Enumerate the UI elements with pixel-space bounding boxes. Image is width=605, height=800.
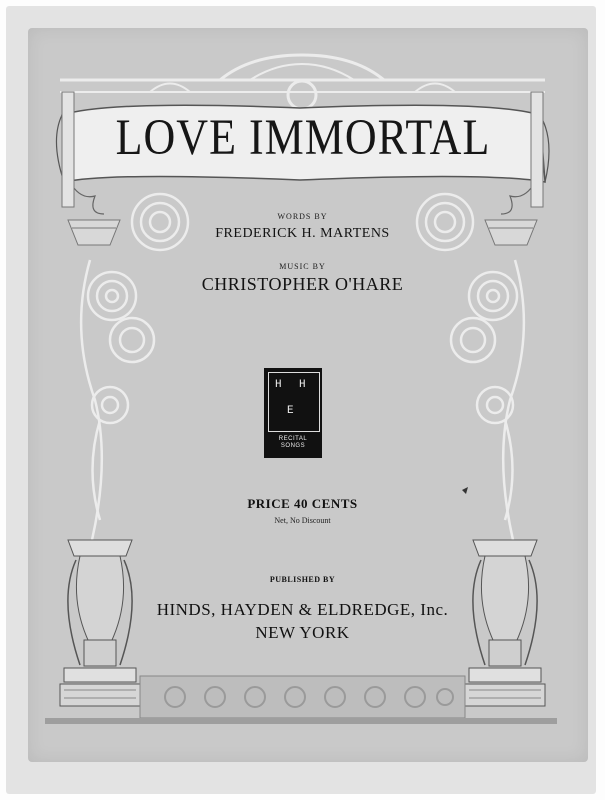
logo-caption: [268, 436, 318, 450]
logo-letter: H: [299, 379, 306, 391]
publisher-city: NEW YORK: [255, 623, 350, 642]
logo-monogram: [268, 372, 320, 432]
logo-letter: E: [287, 405, 294, 417]
logo-caption-line2: SONGS: [280, 443, 306, 449]
words-by-label: WORDS BY: [277, 212, 328, 221]
price-note: Net, No Discount: [274, 516, 331, 525]
music-by-label: MUSIC BY: [279, 262, 326, 271]
left-swirl-ornament: [81, 194, 188, 540]
logo-caption-line1: RECITAL: [278, 436, 308, 442]
right-swirl-ornament: [417, 194, 524, 540]
gothic-arch-ornament: [60, 55, 545, 109]
lyricist-name: FREDERICK H. MARTENS: [215, 226, 390, 241]
composer-name: CHRISTOPHER O'HARE: [201, 274, 404, 294]
published-by-label: PUBLISHED BY: [269, 575, 336, 584]
recital-songs-logo: [264, 368, 322, 458]
publisher-name: HINDS, HAYDEN & ELDREDGE, Inc.: [156, 600, 449, 619]
margin-mark: [462, 487, 468, 494]
logo-letter: H: [275, 379, 282, 391]
song-title: LOVE IMMORTAL: [115, 109, 491, 166]
price-text: PRICE 40 CENTS: [247, 496, 358, 511]
